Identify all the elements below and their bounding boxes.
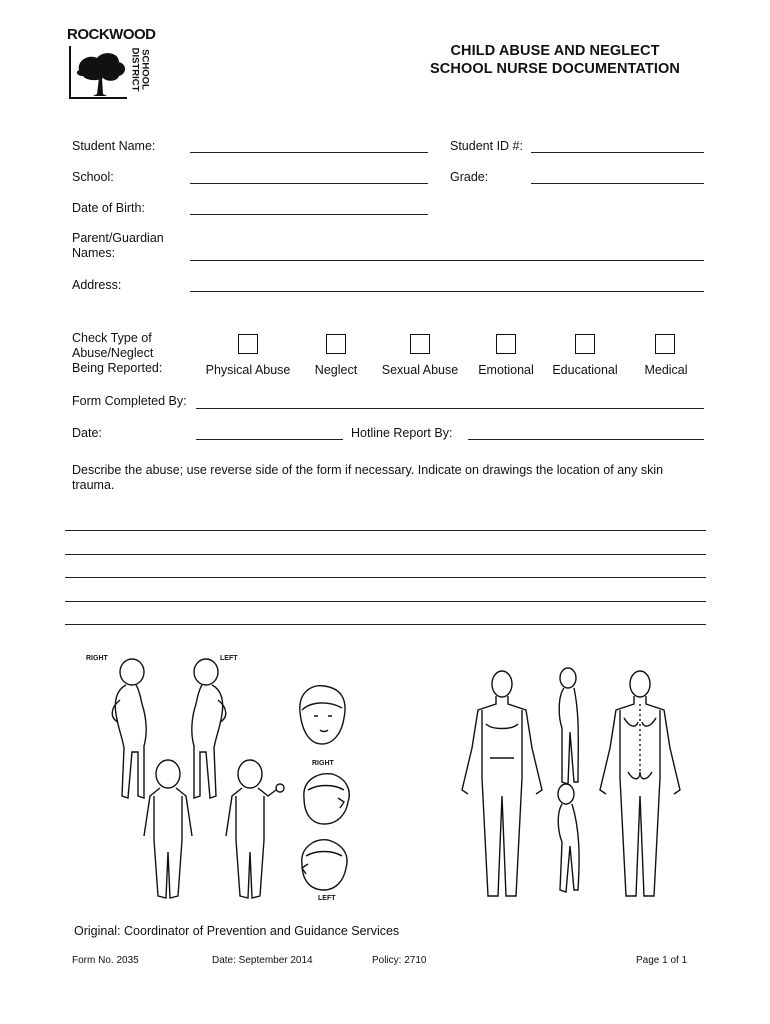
sexual-abuse-checkbox[interactable] (410, 334, 430, 354)
grade-field[interactable] (531, 183, 704, 184)
emotional-checkbox[interactable] (496, 334, 516, 354)
dob-field[interactable] (190, 214, 428, 215)
child-back-figure (220, 756, 290, 906)
student-id-label: Student ID #: (450, 139, 523, 153)
sexual-abuse-label: Sexual Abuse (381, 363, 459, 377)
footer-date: Date: September 2014 (212, 955, 313, 966)
physical-abuse-label: Physical Abuse (205, 363, 291, 377)
address-field[interactable] (190, 291, 704, 292)
describe-instructions: Describe the abuse; use reverse side of the form if necessary. Indicate on drawings the location of any skin trauma. (72, 463, 664, 492)
original-note: Original: Coordinator of Prevention and Guidance Services (74, 924, 400, 938)
adult-side-small-figure (548, 782, 588, 894)
page-number: Page 1 of 1 (636, 955, 688, 966)
emotional-label: Emotional (478, 363, 534, 377)
educational-checkbox[interactable] (575, 334, 595, 354)
adult-front-figure (452, 668, 552, 900)
neglect-label: Neglect (314, 363, 358, 377)
school-label: School: (72, 170, 114, 184)
medical-checkbox[interactable] (655, 334, 675, 354)
logo-line3: DISTRICT (129, 47, 141, 92)
child-left-label: LEFT (220, 655, 238, 662)
educational-label: Educational (552, 363, 618, 377)
dob-label: Date of Birth: (72, 201, 145, 215)
adult-side-figure (548, 666, 588, 786)
student-id-field[interactable] (531, 152, 704, 153)
logo-line2: SCHOOL (139, 49, 151, 90)
neglect-checkbox[interactable] (326, 334, 346, 354)
adult-body-drawings (440, 662, 695, 902)
form-completed-by-field[interactable] (196, 408, 704, 409)
date-label: Date: (72, 426, 102, 440)
description-line-5[interactable] (65, 624, 706, 625)
student-name-label: Student Name: (72, 139, 156, 153)
logo-name: ROCKWOOD (67, 26, 156, 43)
description-line-3[interactable] (65, 577, 706, 578)
check-type-label: Check Type of Abuse/Neglect Being Reported: (72, 331, 163, 375)
date-field[interactable] (196, 439, 343, 440)
student-name-field[interactable] (190, 152, 428, 153)
physical-abuse-checkbox[interactable] (238, 334, 258, 354)
form-completed-by-label: Form Completed By: (72, 394, 187, 408)
child-body-drawings (80, 650, 370, 905)
district-logo (67, 26, 155, 102)
hotline-report-by-label: Hotline Report By: (351, 426, 453, 440)
parent-guardian-label: Parent/Guardian Names: (72, 231, 164, 260)
description-line-4[interactable] (65, 601, 706, 602)
hotline-report-by-field[interactable] (468, 439, 704, 440)
form-number: Form No. 2035 (72, 955, 139, 966)
child-right-label: RIGHT (86, 655, 108, 662)
school-field[interactable] (190, 183, 428, 184)
head-left-label: LEFT (318, 895, 336, 902)
title-line-1: CHILD ABUSE AND NEGLECT (450, 43, 660, 59)
form-title (400, 43, 710, 77)
head-right-figure (294, 768, 356, 830)
grade-label: Grade: (450, 170, 489, 184)
description-line-1[interactable] (65, 530, 706, 531)
adult-back-figure (590, 668, 690, 900)
address-label: Address: (72, 278, 122, 292)
title-line-2: SCHOOL NURSE DOCUMENTATION (430, 61, 680, 77)
head-left-figure (294, 834, 356, 896)
tree-icon (67, 42, 135, 100)
medical-label: Medical (644, 363, 688, 377)
child-front-figure (138, 756, 198, 906)
head-front-figure (292, 682, 354, 752)
head-right-label: RIGHT (312, 760, 334, 767)
footer-policy: Policy: 2710 (372, 955, 427, 966)
parent-guardian-field[interactable] (190, 260, 704, 261)
description-line-2[interactable] (65, 554, 706, 555)
